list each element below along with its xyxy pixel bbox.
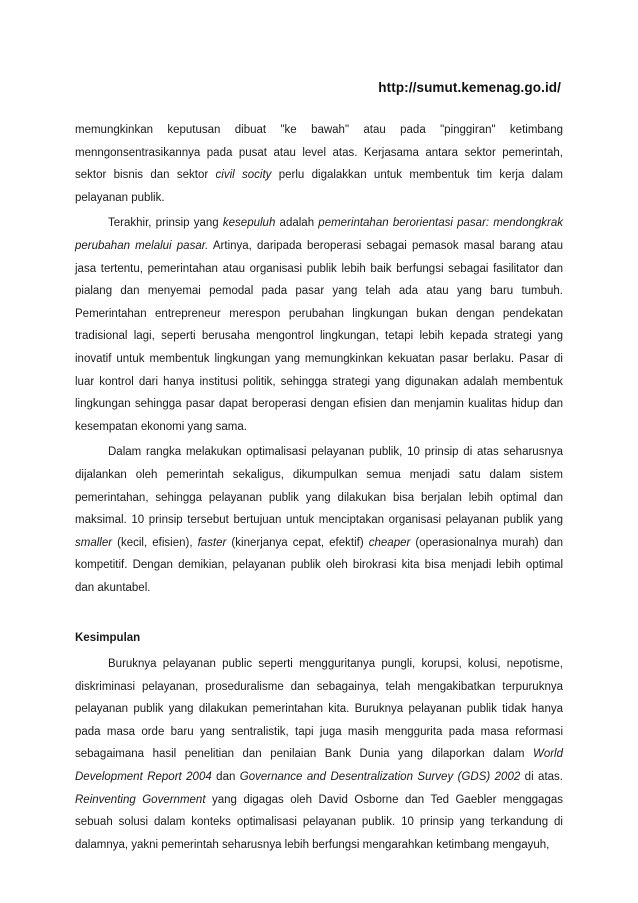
paragraph-3 [75,441,563,599]
paragraph-3-italic-3: cheaper [368,536,411,549]
document-body [75,119,563,856]
paragraph-3-text-3: (kinerjanya cepat, efektif) [226,536,369,549]
paragraph-2-italic-2: pemerintahan berorientasi pasar: mendongkrak perubahan melalui pasar. [75,217,563,252]
paragraph-2 [75,212,563,438]
paragraph-3-italic-2: faster [197,536,227,549]
paragraph-4-text-2: dan [211,771,240,784]
paragraph-1-text-1: memungkinkan keputusan dibuat "ke bawah" atau pada "pinggiran" ketimbang menngonsentrasikannya pada pusat atau level atas. Kerjasama antara sektor pemerintah, sektor bisnis dan sektor [75,124,563,182]
paragraph-1-italic-1: civil socity [215,169,272,182]
header-url: http://sumut.kemenag.go.id/ [378,80,561,95]
section-heading: Kesimpulan [75,632,141,645]
paragraph-4-text-4: yang digagas oleh David Osborne dan Ted Gaebler menggagas sebuah solusi dalam konteks optimalisasi pelayanan publik. 10 prinsip yang terkandung di dalamnya, yakni pemerintah seharusnya lebih berfungsi mengarahkan ketimbang mengayuh, [75,793,563,851]
paragraph-4-italic-2: Governance and Desentralization Survey (GDS) 2002 [239,771,521,784]
paragraph-2-text-1: Terakhir, prinsip yang [108,217,223,230]
paragraph-4-text-3: di atas. [520,771,563,784]
paragraph-1 [75,119,563,209]
paragraph-3-italic-1: smaller [75,536,113,549]
paragraph-2-text-3: Artinya, daripada beroperasi sebagai pemasok masal barang atau jasa tertentu, pemerintahan atau organisasi publik lebih baik berfungsi sebagai fasilitator dan pialang dan menyemai pemodal pada pasar yang telah ada atau yang baru tumbuh. Pemerintahan entrepreneur merespon perubahan lingkungan bukan dengan pendekatan tradisional lagi, seperti berusaha mengontrol lingkungan, tetapi lebih kepada strategi yang inovatif untuk membentuk lingkungan yang memungkinkan kekuatan pasar berlaku. Pasar di luar kontrol dari hanya institusi politik, sehingga strategi yang digunakan adalah membentuk lingkungan sehingga pasar dapat beroperasi dengan efisien dan menjamin kualitas hidup dan kesempatan ekonomi yang sama. [75,239,564,433]
paragraph-4-text-1: Buruknya pelayanan public seperti mengguritanya pungli, korupsi, kolusi, nepotisme, diskriminasi pelayanan, proseduralisme dan sebagainya, telah mengakibatkan terpuruknya pelayanan publik yang dilakukan pemerintahan kita. Buruknya pelayanan publik tidak hanya pada masa orde baru yang sentralistik, tapi juga masih menggurita pada masa reformasi sebagaimana hasil penelitian dan penilaian Bank Dunia yang dilaporkan dalam [75,658,563,761]
paragraph-3-text-2: (kecil, efisien), [112,536,198,549]
paragraph-2-italic-1: kesepuluh [222,217,276,230]
paragraph-4 [75,653,563,856]
paragraph-2-text-2: adalah [275,217,319,230]
paragraph-3-text-4: (operasionalnya murah) dan kompetitif. Dengan demikian, pelayanan publik oleh birokrasi kita bisa menjadi lebih optimal dan akuntabel. [75,536,564,594]
paragraph-3-text-1: Dalam rangka melakukan optimalisasi pelayanan publik, 10 prinsip di atas seharusnya dijalankan oleh pemerintah sekaligus, dikumpulkan semua menjadi satu dalam sistem pemerintahan, sehingga pelayanan publik yang dilakukan bisa berjalan lebih optimal dan maksimal. 10 prinsip tersebut bertujuan untuk menciptakan organisasi pelayanan publik yang [75,446,563,527]
paragraph-4-italic-3: Reinventing Government [75,793,206,806]
paragraph-1-text-2: perlu digalakkan untuk membentuk tim kerja dalam pelayanan publik. [75,169,563,204]
paragraph-4-italic-1: World Development Report 2004 [75,748,563,784]
